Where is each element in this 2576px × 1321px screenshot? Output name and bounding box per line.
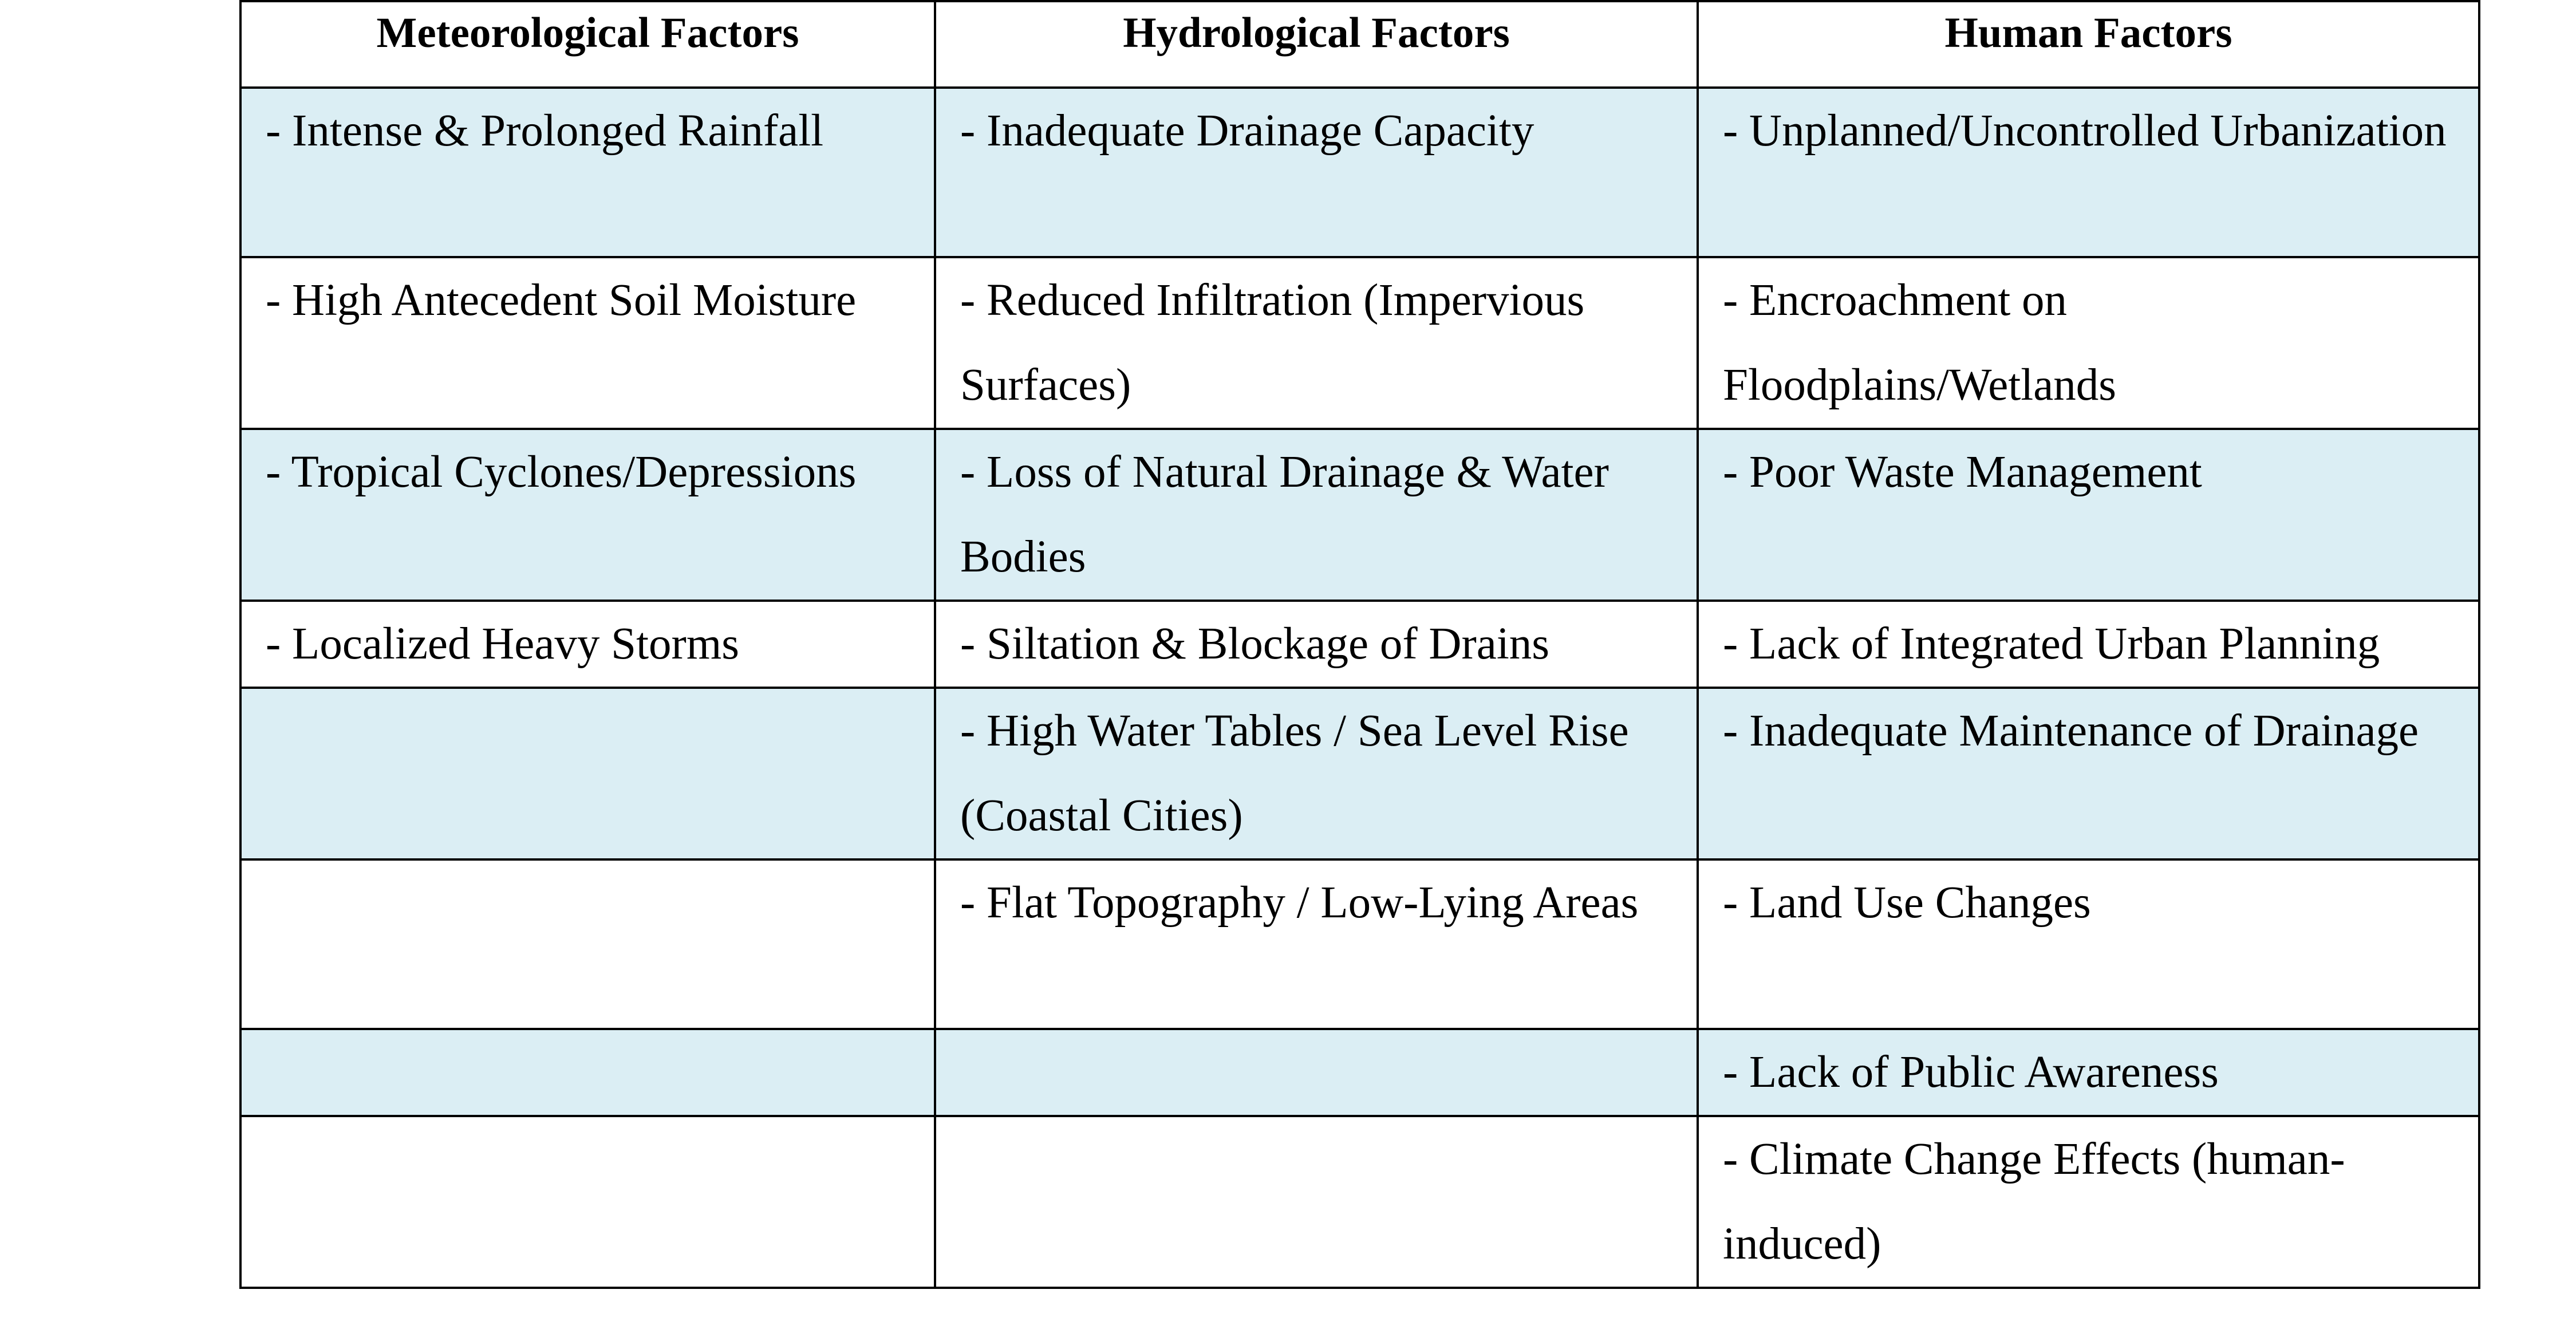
table-cell: - Climate Change Effects (human-induced) (1698, 1116, 2479, 1288)
table-cell: - Reduced Infiltration (Impervious Surfaces) (935, 257, 1698, 429)
table-cell: - Siltation & Blockage of Drains (935, 601, 1698, 688)
table-cell: - Inadequate Drainage Capacity (935, 88, 1698, 257)
table-cell: - Lack of Public Awareness (1698, 1029, 2479, 1116)
table-row (240, 859, 2479, 1029)
table-cell: - Tropical Cyclones/Depressions (240, 429, 935, 601)
table-cell: - Intense & Prolonged Rainfall (240, 88, 935, 257)
header-human: Human Factors (1698, 1, 2479, 88)
table-cell (240, 688, 935, 859)
table-row (240, 429, 2479, 601)
table-cell: - Poor Waste Management (1698, 429, 2479, 601)
table-cell: - High Antecedent Soil Moisture (240, 257, 935, 429)
table-row (240, 688, 2479, 859)
table-cell: - Loss of Natural Drainage & Water Bodies (935, 429, 1698, 601)
table-cell (240, 1029, 935, 1116)
table-row (240, 88, 2479, 257)
flood-factors-table (239, 0, 2480, 1289)
header-row (240, 1, 2479, 88)
table-cell: - Land Use Changes (1698, 859, 2479, 1029)
table-cell (935, 1029, 1698, 1116)
table-cell (240, 859, 935, 1029)
table-cell: - Unplanned/Uncontrolled Urbanization (1698, 88, 2479, 257)
table-cell: - High Water Tables / Sea Level Rise (Coastal Cities) (935, 688, 1698, 859)
table-cell: - Flat Topography / Low-Lying Areas (935, 859, 1698, 1029)
header-meteorological: Meteorological Factors (240, 1, 935, 88)
table-row (240, 601, 2479, 688)
table-cell: - Localized Heavy Storms (240, 601, 935, 688)
table-cell: - Inadequate Maintenance of Drainage (1698, 688, 2479, 859)
table-row (240, 1116, 2479, 1288)
table-cell: - Encroachment on Floodplains/Wetlands (1698, 257, 2479, 429)
table-row (240, 257, 2479, 429)
table-row (240, 1029, 2479, 1116)
table-cell (935, 1116, 1698, 1288)
header-hydrological: Hydrological Factors (935, 1, 1698, 88)
table-cell (240, 1116, 935, 1288)
table-cell: - Lack of Integrated Urban Planning (1698, 601, 2479, 688)
